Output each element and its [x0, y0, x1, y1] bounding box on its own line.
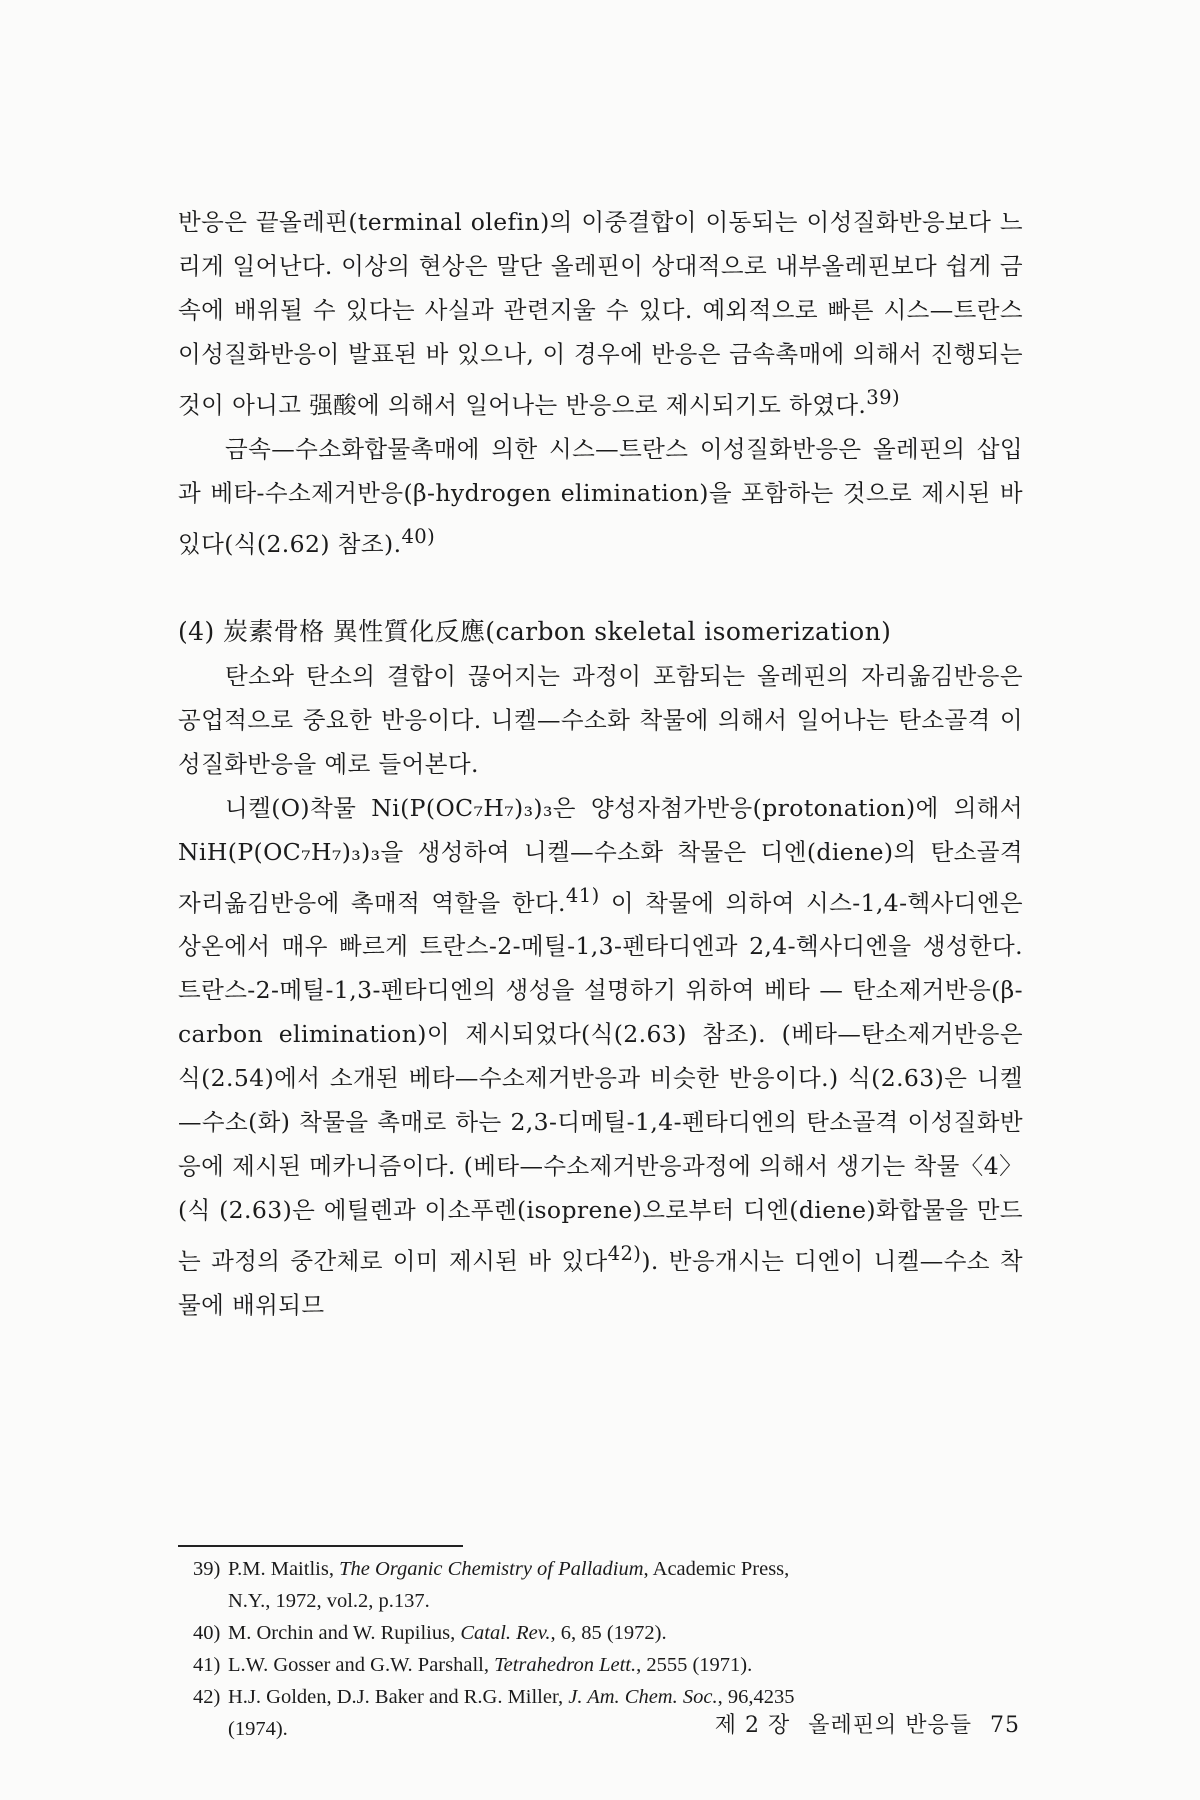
paragraph-2 [178, 427, 1023, 566]
footnote-ref-42: 42) [607, 1242, 642, 1266]
paragraph-4-text-a: 니켈(O)착물 Ni(P(OC₇H₇)₃)₃은 양성자첨가반응(protonation)에 의해서 NiH(P(OC₇H₇)₃)₃을 생성하여 니켈—수소화 착물은 디엔(diene)의 탄소골격 자리옮김반응에 촉매적 역할을 한다. [178, 793, 1023, 917]
footnote-rest: , Academic Press, [643, 1558, 790, 1580]
paragraph-2-text: 금속—수소화합물촉매에 의한 시스—트란스 이성질화반응은 올레핀의 삽입과 베타-수소제거반응(β-hydrogen elimination)을 포함하는 것으로 제시된 바 있다(식(2.62) 참조). [178, 434, 1023, 558]
footnote-39-continuation: N.Y., 1972, vol.2, p.137. [228, 1590, 430, 1612]
footnote-authors: M. Orchin and W. Rupilius, [228, 1622, 461, 1644]
footnote-number: 42) [193, 1686, 221, 1708]
footnote-40 [193, 1617, 1023, 1649]
section-heading: (4) 炭素骨格 異性質化反應(carbon skeletal isomerization) [178, 616, 892, 646]
footnote-ref-40: 40) [401, 524, 436, 548]
footnote-number: 41) [193, 1654, 221, 1676]
footnote-divider [178, 1545, 463, 1547]
paragraph-4-text-c: ). 반응개시는 디엔이 니켈—수소 착물에 배위되므 [178, 1247, 1023, 1320]
body-text [178, 200, 1023, 1327]
footnote-ref-41: 41) [565, 883, 600, 907]
footnote-authors: L.W. Gosser and G.W. Parshall, [228, 1654, 495, 1676]
footnote-rest: , 96,4235 [717, 1686, 795, 1708]
footer-chapter: 제 2 장 [714, 1713, 791, 1738]
paragraph-4 [178, 786, 1023, 1328]
footnote-number: 39) [193, 1558, 221, 1580]
footnote-number: 40) [193, 1622, 221, 1644]
paragraph-4-text-b: 이 착물에 의하여 시스-1,4-헥사디엔은 상온에서 매우 빠르게 트란스-2-메틸-1,3-펜타디엔과 2,4-헥사디엔을 생성한다. 트란스-2-메틸-1,3-펜타디엔의 생성을 설명하기 위하여 베타 — 탄소제거반응(β-carbon elimination)이 제시되었다(식(2.63) 참조). (베타—탄소제거반응은 식(2.54)에서 소개된 베타—수소제거반응과 비슷한 반응이다.) 식(2.63)은 니켈—수소(화) 착물을 촉매로 하는 2,3-디메틸-1,4-펜타디엔의 탄소골격 이성질화반응에 제시된 메카니즘이다. (베타—수소제거반응과정에 의해서 생기는 착물〈4〉(식 (2.63)은 에틸렌과 이소푸렌(isoprene)으로부터 디엔(diene)화합물을 만드는 과정의 중간체로 이미 제시된 바 있다 [178, 888, 1023, 1276]
footnote-rest: , 2555 (1971). [636, 1654, 753, 1676]
footnote-39 [193, 1553, 1023, 1585]
footer-chapter-title: 올레핀의 반응들 [808, 1713, 972, 1738]
footnote-rest: , 6, 85 (1972). [550, 1622, 667, 1644]
running-footer [697, 1708, 1020, 1739]
footnote-authors: H.J. Golden, D.J. Baker and R.G. Miller, [228, 1686, 569, 1708]
page-number: 75 [990, 1713, 1020, 1738]
footnote-41 [193, 1649, 1023, 1681]
footnote-42-continuation: (1974). [228, 1718, 288, 1740]
footnote-authors: P.M. Maitlis, [228, 1558, 340, 1580]
footnote-title: Catal. Rev. [460, 1622, 551, 1644]
paragraph-1-text: 반응은 끝올레핀(terminal olefin)의 이중결합이 이동되는 이성질화반응보다 느리게 일어난다. 이상의 현상은 말단 올레핀이 상대적으로 내부올레핀보다 쉽게 금속에 배위될 수 있다는 사실과 관련지울 수 있다. 예외적으로 빠른 시스—트란스 이성질화반응이 발표된 바 있으나, 이 경우에 반응은 금속촉매에 의해서 진행되는 것이 아니고 强酸에 의해서 일어나는 반응으로 제시되기도 하였다. [178, 208, 1023, 419]
paragraph-3: 탄소와 탄소의 결합이 끊어지는 과정이 포함되는 올레핀의 자리옮김반응은 공업적으로 중요한 반응이다. 니켈—수소화 착물에 의해서 일어나는 탄소골격 이성질화반응을 예로 들어본다. [178, 661, 1023, 778]
footnote-title: The Organic Chemistry of Palladium [339, 1558, 644, 1580]
footnote-ref-39: 39) [866, 386, 901, 409]
footnote-title: Tetrahedron Lett. [494, 1654, 637, 1676]
paragraph-1 [178, 200, 1023, 427]
footnote-title: J. Am. Chem. Soc. [568, 1686, 718, 1708]
